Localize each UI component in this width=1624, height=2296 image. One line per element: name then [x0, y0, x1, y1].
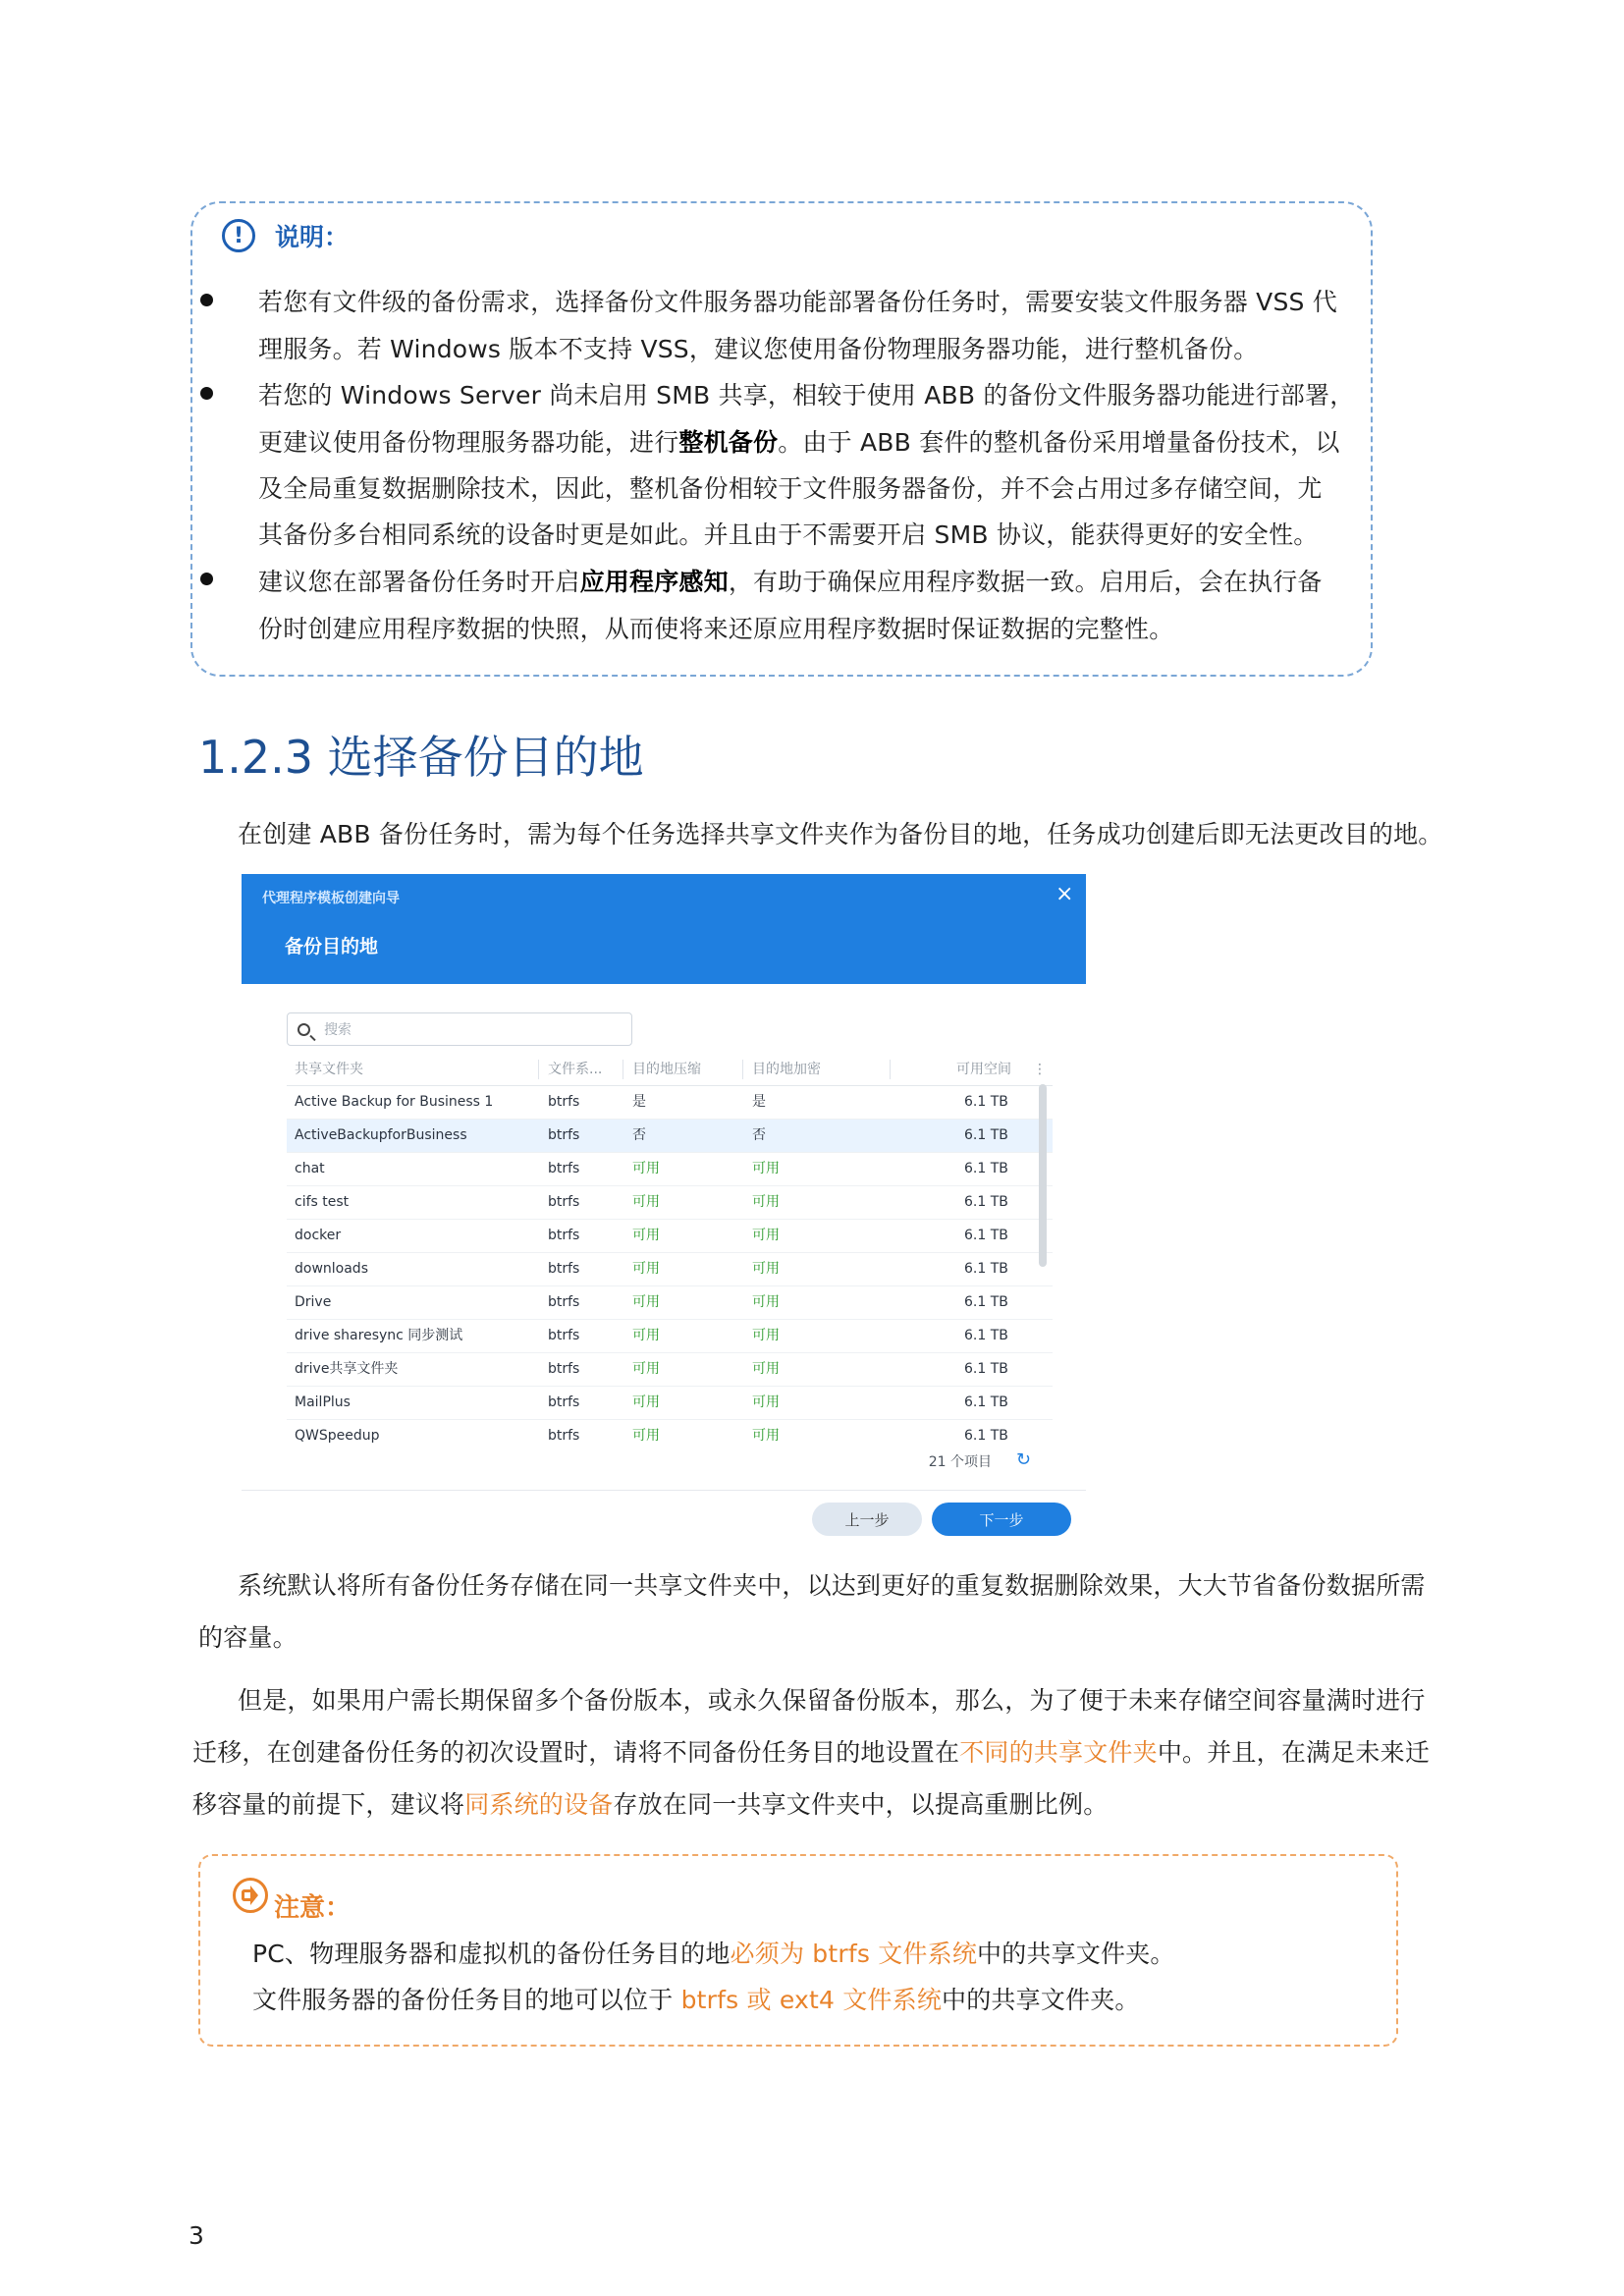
caution-line [252, 1935, 1175, 1970]
text-run: 存放在同一共享文件夹中，以提高重删比例。 [613, 1790, 1109, 1819]
cell-encryption: 可用 [752, 1228, 780, 1243]
cell-filesystem: btrfs [548, 1428, 580, 1444]
table-row[interactable] [287, 1253, 1053, 1286]
table-row[interactable] [287, 1153, 1053, 1186]
highlight-text: 同系统的设备 [464, 1790, 614, 1819]
cell-encryption: 可用 [752, 1161, 780, 1176]
cell-shared-folder: MailPlus [295, 1394, 351, 1410]
text-run: 系统默认将所有备份任务存储在同一共享文件夹中，以达到更好的重复数据删除效果，大大节省备份数据所需 [238, 1571, 1426, 1600]
cell-free-space: 6.1 TB [964, 1094, 1008, 1110]
scrollbar[interactable] [1039, 1084, 1047, 1267]
cell-shared-folder: QWSpeedup [295, 1428, 380, 1444]
cell-compression: 可用 [632, 1261, 660, 1277]
column-header-encryption[interactable]: 目的地加密 [752, 1062, 821, 1077]
text-run: 更建议使用备份物理服务器功能，进行 [258, 428, 679, 457]
cell-compression: 可用 [632, 1394, 660, 1410]
text-run: 但是，如果用户需长期保留多个备份版本，或永久保留备份版本，那么，为了便于未来存储空间容量满时进行 [238, 1686, 1426, 1715]
cell-encryption: 是 [752, 1094, 766, 1110]
text-run: 迁移，在创建备份任务的初次设置时，请将不同备份任务目的地设置在 [192, 1738, 960, 1767]
paragraph-line [198, 1618, 298, 1654]
cell-filesystem: btrfs [548, 1094, 580, 1110]
text-run: 中的共享文件夹。 [942, 1986, 1140, 2014]
table-header [287, 1054, 1053, 1086]
intro-text: 在创建 ABB 备份任务时，需为每个任务选择共享文件夹作为备份目的地，任务成功创建后即无法更改目的地。 [238, 820, 1443, 848]
paragraph-line [192, 1785, 1108, 1821]
text-run: 建议您在部署备份任务时开启 [258, 568, 580, 596]
text-run: PC、物理服务器和虚拟机的备份任务目的地 [252, 1940, 731, 1968]
note-line [258, 563, 1323, 598]
cell-free-space: 6.1 TB [964, 1361, 1008, 1377]
text-run: 移容量的前提下，建议将 [192, 1790, 465, 1819]
cell-filesystem: btrfs [548, 1261, 580, 1277]
column-header-shared-folder[interactable]: 共享文件夹 [295, 1062, 363, 1077]
previous-button[interactable]: 上一步 [812, 1503, 922, 1536]
text-run: 文件服务器的备份任务目的地可以位于 [252, 1986, 681, 2014]
note-line [258, 283, 1337, 318]
cell-encryption: 可用 [752, 1394, 780, 1410]
section-heading: 1.2.3 选择备份目的地 [198, 731, 644, 784]
note-line [258, 423, 1340, 459]
wizard-title: 代理程序模板创建向导 [262, 891, 400, 906]
close-icon[interactable]: × [1056, 882, 1074, 906]
cell-encryption: 可用 [752, 1261, 780, 1277]
megaphone-icon [233, 1878, 268, 1913]
text-run: 理服务。若 Windows 版本不支持 VSS，建议您使用备份物理服务器功能，进行整机备份。 [258, 335, 1259, 363]
cell-encryption: 可用 [752, 1328, 780, 1343]
cell-shared-folder: cifs test [295, 1194, 350, 1210]
table-row[interactable] [287, 1086, 1053, 1120]
text-run: 其备份多台相同系统的设备时更是如此。并且由于不需要开启 SMB 协议，能获得更好的安全性。 [258, 520, 1319, 549]
divider [242, 1490, 1086, 1491]
bold-term: 应用程序感知 [579, 568, 729, 596]
cell-compression: 可用 [632, 1228, 660, 1243]
bold-term: 整机备份 [678, 428, 779, 457]
cell-encryption: 否 [752, 1127, 766, 1143]
cell-encryption: 可用 [752, 1428, 780, 1444]
cell-free-space: 6.1 TB [964, 1294, 1008, 1310]
cell-shared-folder: chat [295, 1161, 325, 1176]
text-run: 的容量。 [198, 1623, 298, 1652]
search-input[interactable] [287, 1012, 632, 1046]
cell-shared-folder: downloads [295, 1261, 368, 1277]
text-run: 及全局重复数据删除技术，因此，整机备份相较于文件服务器备份，并不会占用过多存储空间，尤 [258, 474, 1323, 503]
cell-compression: 否 [632, 1127, 646, 1143]
cell-shared-folder: Drive [295, 1294, 332, 1310]
cell-encryption: 可用 [752, 1194, 780, 1210]
cell-shared-folder: docker [295, 1228, 342, 1243]
cell-free-space: 6.1 TB [964, 1228, 1008, 1243]
note-line [258, 330, 1258, 365]
table-row[interactable] [287, 1320, 1053, 1353]
bullet-icon [200, 573, 213, 585]
column-header-compression[interactable]: 目的地压缩 [632, 1062, 701, 1077]
cell-compression: 可用 [632, 1328, 660, 1343]
paragraph-line [238, 1566, 1426, 1602]
table-row[interactable] [287, 1186, 1053, 1220]
note-line [258, 516, 1319, 551]
table-row[interactable] [287, 1387, 1053, 1420]
cell-filesystem: btrfs [548, 1394, 580, 1410]
cell-encryption: 可用 [752, 1294, 780, 1310]
table-row[interactable] [287, 1353, 1053, 1387]
column-menu-icon[interactable]: ⋮ [1033, 1062, 1047, 1077]
note-header [222, 218, 349, 253]
caution-line [252, 1981, 1140, 2016]
search-placeholder: 搜索 [324, 1022, 352, 1038]
cell-shared-folder: ActiveBackupforBusiness [295, 1127, 467, 1143]
text-run: 。由于 ABB 套件的整机备份采用增量备份技术，以 [778, 428, 1340, 457]
cell-free-space: 6.1 TB [964, 1127, 1008, 1143]
shared-folder-table [287, 1054, 1053, 1444]
highlight-text: btrfs 或 ext4 文件系统 [680, 1986, 943, 2014]
cell-free-space: 6.1 TB [964, 1194, 1008, 1210]
note-line [258, 376, 1354, 411]
bullet-icon [200, 294, 213, 306]
note-line [258, 610, 1173, 645]
paragraph-line [238, 1681, 1426, 1717]
cell-filesystem: btrfs [548, 1328, 580, 1343]
text-run: ，有助于确保应用程序数据一致。启用后，会在执行备 [728, 568, 1323, 596]
cell-compression: 是 [632, 1094, 646, 1110]
text-run: 若您的 Windows Server 尚未启用 SMB 共享，相较于使用 ABB 的备份文件服务器功能进行部署， [258, 381, 1355, 410]
next-button[interactable]: 下一步 [932, 1503, 1071, 1536]
cell-compression: 可用 [632, 1194, 660, 1210]
table-row[interactable] [287, 1420, 1053, 1444]
cell-free-space: 6.1 TB [964, 1428, 1008, 1444]
search-icon [298, 1023, 310, 1036]
cell-filesystem: btrfs [548, 1161, 580, 1176]
cell-shared-folder: drive sharesync 同步测试 [295, 1328, 463, 1343]
refresh-icon[interactable]: ↻ [1015, 1449, 1031, 1470]
text-run: 中。并且，在满足未来迁 [1157, 1738, 1431, 1767]
cell-encryption: 可用 [752, 1361, 780, 1377]
cell-compression: 可用 [632, 1428, 660, 1444]
text-run: 中的共享文件夹。 [977, 1940, 1175, 1968]
highlight-text: 不同的共享文件夹 [959, 1738, 1158, 1767]
exclamation-icon: ! [222, 219, 255, 252]
cell-filesystem: btrfs [548, 1361, 580, 1377]
table-row[interactable] [287, 1286, 1053, 1320]
cell-free-space: 6.1 TB [964, 1328, 1008, 1343]
paragraph-line [192, 1733, 1430, 1769]
cell-filesystem: btrfs [548, 1127, 580, 1143]
item-count: 21 个项目 [928, 1454, 992, 1470]
table-footer [287, 1446, 1053, 1479]
table-body [287, 1086, 1053, 1444]
cell-filesystem: btrfs [548, 1194, 580, 1210]
cell-shared-folder: Active Backup for Business 1 [295, 1094, 494, 1110]
cell-free-space: 6.1 TB [964, 1261, 1008, 1277]
bullet-icon [200, 387, 213, 400]
text-run: 若您有文件级的备份需求，选择备份文件服务器功能部署备份任务时，需要安装文件服务器 VSS 代 [258, 288, 1337, 316]
cell-filesystem: btrfs [548, 1294, 580, 1310]
cell-compression: 可用 [632, 1361, 660, 1377]
note-line [258, 469, 1323, 505]
cell-filesystem: btrfs [548, 1228, 580, 1243]
page-number: 3 [189, 2221, 204, 2250]
cell-compression: 可用 [632, 1294, 660, 1310]
note-title: 说明： [275, 223, 350, 251]
caution-title: 注意： [274, 1893, 352, 1923]
cell-free-space: 6.1 TB [964, 1161, 1008, 1176]
cell-compression: 可用 [632, 1161, 660, 1176]
column-header-filesystem[interactable]: 文件系... [548, 1062, 603, 1077]
cell-free-space: 6.1 TB [964, 1394, 1008, 1410]
wizard-subtitle: 备份目的地 [285, 936, 379, 957]
table-row[interactable] [287, 1120, 1053, 1153]
column-header-free-space[interactable]: 可用空间 [956, 1062, 1011, 1077]
table-row[interactable] [287, 1220, 1053, 1253]
cell-shared-folder: drive共享文件夹 [295, 1361, 399, 1377]
text-run: 份时创建应用程序数据的快照，从而使将来还原应用程序数据时保证数据的完整性。 [258, 615, 1174, 643]
highlight-text: 必须为 btrfs 文件系统 [730, 1940, 978, 1968]
